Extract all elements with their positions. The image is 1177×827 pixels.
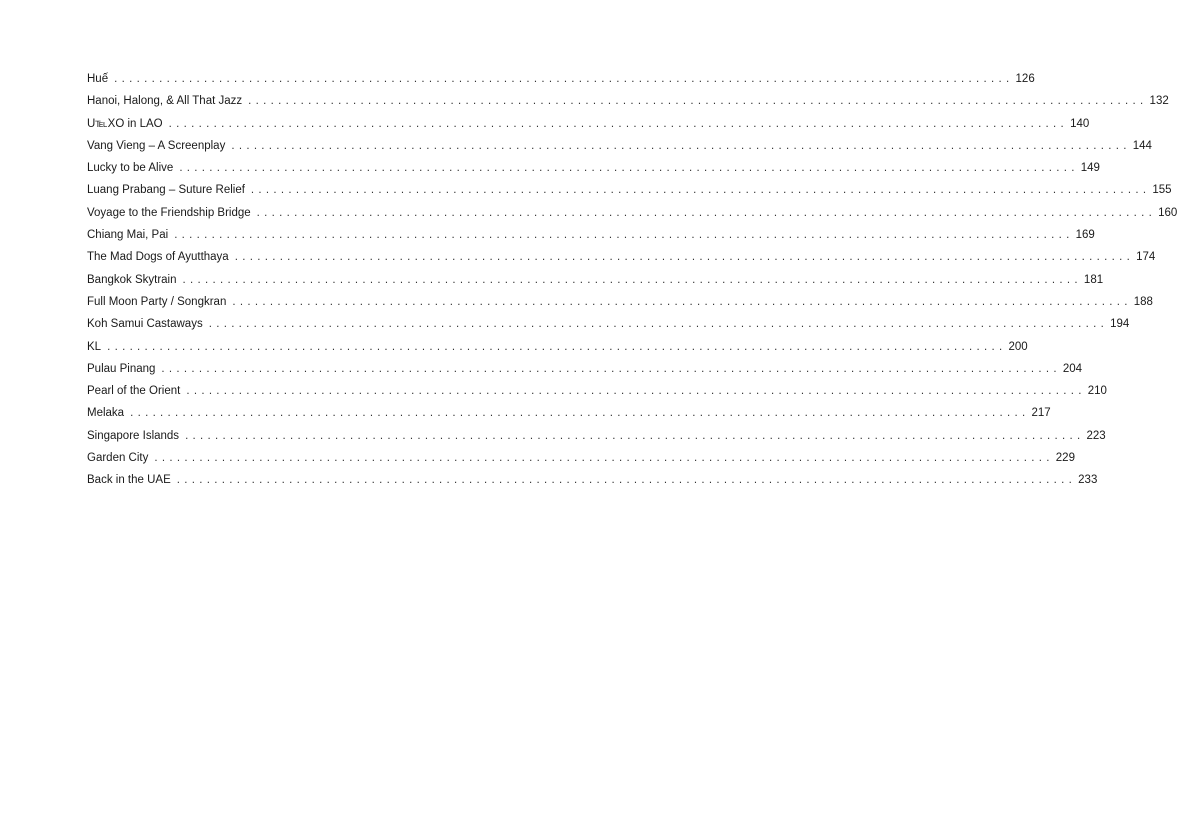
dot-leader: ........................................................................................................................ bbox=[248, 95, 1148, 108]
toc-entry-title: KL bbox=[87, 340, 102, 353]
toc-entry-page: 200 bbox=[1008, 340, 1028, 353]
dot-leader: ........................................................................................................................ bbox=[186, 385, 1086, 398]
toc-entry-page: 174 bbox=[1136, 251, 1156, 264]
toc-entry bbox=[87, 428, 1106, 450]
toc-entry-title: Koh Samui Castaways bbox=[87, 318, 203, 331]
toc-entry-page: 229 bbox=[1055, 452, 1075, 465]
toc-entry bbox=[87, 116, 1090, 138]
toc-entry bbox=[87, 383, 1107, 405]
dot-leader: ........................................................................................................................ bbox=[176, 474, 1077, 487]
dot-leader: ........................................................................................................................ bbox=[154, 452, 1054, 465]
toc-entry bbox=[87, 138, 1152, 160]
toc-entry-title: Garden City bbox=[87, 452, 149, 465]
toc-entry-page: 204 bbox=[1062, 362, 1083, 375]
toc-entry-title: Voyage to the Friendship Bridge bbox=[87, 206, 251, 219]
toc-entry bbox=[87, 93, 1169, 115]
toc-entry-title: Pearl of the Orient bbox=[87, 385, 181, 398]
toc-entry-page: 140 bbox=[1070, 117, 1090, 130]
dot-leader: ........................................................................................................................ bbox=[208, 318, 1109, 331]
toc-entry-title: U℡XO in LAO bbox=[87, 117, 163, 130]
toc-entry bbox=[87, 294, 1153, 316]
dot-leader: ........................................................................................................................ bbox=[185, 429, 1085, 442]
toc-entry-title: Vang Vieng – A Screenplay bbox=[87, 139, 226, 152]
toc-entry bbox=[87, 316, 1130, 338]
toc-entry-page: 194 bbox=[1110, 318, 1130, 331]
dot-leader: ........................................................................................................................ bbox=[168, 117, 1069, 130]
toc-entry-page: 132 bbox=[1149, 95, 1169, 108]
dot-leader: ........................................................................................................................ bbox=[250, 184, 1151, 197]
toc-entry-page: 217 bbox=[1031, 407, 1051, 420]
toc-entry bbox=[87, 227, 1095, 249]
toc-entry bbox=[87, 339, 1028, 361]
toc-entry-title: Singapore Islands bbox=[87, 429, 180, 442]
toc-entry bbox=[87, 249, 1156, 271]
toc-entry bbox=[87, 205, 1177, 227]
toc-entry-title: Bangkok Skytrain bbox=[87, 273, 177, 286]
toc-entry-title: Lucky to be Alive bbox=[87, 162, 174, 175]
toc-entry-title: Melaka bbox=[87, 407, 125, 420]
toc-entry-page: 126 bbox=[1015, 73, 1035, 85]
toc-entry-page: 155 bbox=[1152, 184, 1172, 197]
toc-entry-title: Back in the UAE bbox=[87, 474, 171, 487]
toc-entry bbox=[87, 71, 1035, 93]
dot-leader: ........................................................................................................................ bbox=[174, 229, 1074, 242]
toc-entry-title: Hanoi, Halong, & All That Jazz bbox=[87, 95, 243, 108]
toc-entry-page: 233 bbox=[1078, 474, 1098, 487]
toc-entry-title: Full Moon Party / Songkran bbox=[87, 295, 227, 308]
toc-entry bbox=[87, 160, 1100, 182]
toc-entry-page: 210 bbox=[1087, 385, 1107, 398]
dot-leader: ........................................................................................................................ bbox=[130, 407, 1030, 420]
toc-entry-title: Luang Prabang – Suture Relief bbox=[87, 184, 245, 197]
dot-leader: ........................................................................................................................ bbox=[161, 362, 1061, 375]
toc-entry-page: 160 bbox=[1158, 206, 1177, 219]
toc-entry bbox=[87, 405, 1051, 427]
toc-entry-page: 149 bbox=[1080, 162, 1100, 175]
dot-leader: ........................................................................................................................ bbox=[232, 295, 1132, 308]
dot-leader: ........................................................................................................................ bbox=[256, 206, 1157, 219]
toc-entry-title: Chiang Mai, Pai bbox=[87, 229, 169, 242]
toc-entry-page: 181 bbox=[1083, 273, 1104, 286]
toc-entry-title: Huế bbox=[87, 73, 109, 85]
toc-entry bbox=[87, 272, 1104, 294]
toc-entry-page: 169 bbox=[1075, 229, 1095, 242]
table-of-contents bbox=[87, 71, 1177, 495]
dot-leader: ........................................................................................................................ bbox=[114, 73, 1014, 85]
toc-entry-title: The Mad Dogs of Ayutthaya bbox=[87, 251, 229, 264]
dot-leader: ........................................................................................................................ bbox=[231, 139, 1131, 152]
toc-entry-page: 188 bbox=[1133, 295, 1153, 308]
toc-entry bbox=[87, 472, 1098, 494]
toc-entry bbox=[87, 450, 1075, 472]
dot-leader: ........................................................................................................................ bbox=[182, 273, 1082, 286]
toc-entry bbox=[87, 182, 1172, 204]
dot-leader: ........................................................................................................................ bbox=[234, 251, 1135, 264]
toc-entry-page: 144 bbox=[1132, 139, 1152, 152]
toc-entry-page: 223 bbox=[1086, 429, 1106, 442]
toc-entry-title: Pulau Pinang bbox=[87, 362, 156, 375]
dot-leader: ........................................................................................................................ bbox=[179, 162, 1079, 175]
toc-entry bbox=[87, 361, 1083, 383]
dot-leader: ........................................................................................................................ bbox=[107, 340, 1007, 353]
